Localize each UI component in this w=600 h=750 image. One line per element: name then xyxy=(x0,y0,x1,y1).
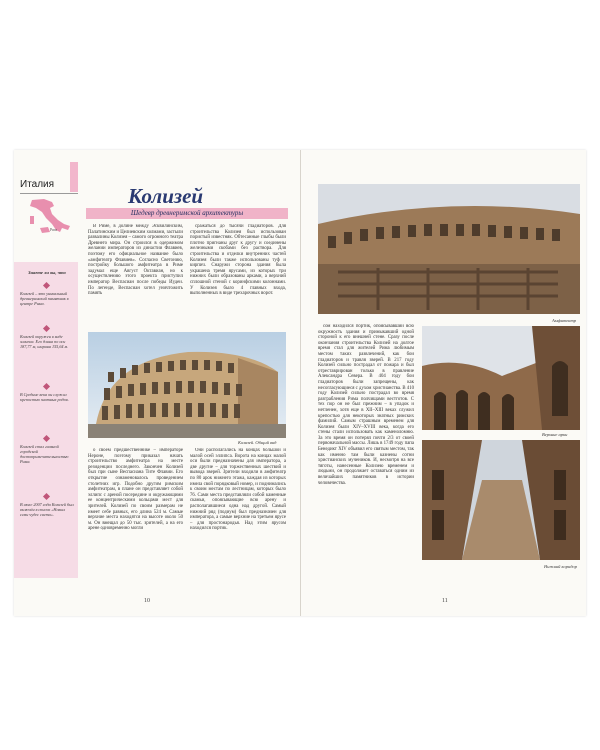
paragraph: о своем предшественнике – императоре Нероне, поэтому приказал начать строительство амфитеатра на месте резиденции последнего. Закончен Колизей был при сыне Веспасиана Тите Флавии. Его открытие ознаменовалось проведением столетних игр. Подобно другим римским амфитеатрам, в плане он представляет собой эллипс с ареной посередине и окружающими ее концентрическими кольцами мест для зрителей. Колизей по своим размерам не имеет себе равных, его длина 524 м. Самые верхние места находятся на высоте около 50 м. Он вмещал до 50 тыс. зрителей, а на его арене одновременно могли xyxy=(88,448,183,532)
facts-sidebar xyxy=(14,262,78,578)
page-number-right: 11 xyxy=(442,598,448,604)
page-gutter xyxy=(300,150,301,616)
photo-caption: Нижний коридор xyxy=(544,564,578,569)
page-number-left: 10 xyxy=(144,598,150,604)
paragraph: сом находился портик, опоясывавший всю окружность здания и примыкавший одной стороной к его внешней стене. Сразу после окончания строительства Колизей на долгое время стал для жителей Рима любимым местом таких развлечений, как бои гладиаторов и травля зверей. В 217 году Колизей сильно пострадал от пожара и был отреставрирован только в правление Александра Севера. В 404 году бои гладиаторов были запрещены, как несогласующиеся с духом христианства. В 410 году Колизей сильно пострадал во время разграбления Рима полчищами вестготов. С тех пор он не был прежним – в упадок и нетленен, хотя еще в XII–XIII веках служил крепостью для некоторых знатных римских фамилий. Самым страшным временем для Колизея были XIV–XVIII века, когда его стены стали использовать как каменоломню. За это время он потерял почти 2/3 от своей первоначальной массы. Лишь в 1749 году папа Бенедикт XIV объявил его святым местом, так как именно там были казнены сотни христианских мучеников. И, несмотря на все тяготы, нанесенные Колизею временем и людьми, он продолжает оставаться одним из величайших памятников в истории человечества. xyxy=(318,324,414,486)
facts-title: Знаете ли вы, что xyxy=(28,270,66,275)
photo-caption: Амфитеатр xyxy=(552,318,577,323)
fact-item: В Средние века он служил крепостью знатных родов. xyxy=(20,392,69,402)
fact-item: В июле 2007 года Колизей был включён в список «Новых семи чудес света». xyxy=(20,502,74,517)
chapter-title: Италия xyxy=(20,179,55,190)
photo-caption: Колизей. Общий вид xyxy=(238,440,277,445)
paragraph: Они располагались на концах большой и малой осей эллипса. Ворота на концах малой оси были предназначены для императора, а две другие – для торжественных шествий и вывода зверей. Зрители входили в амфитеатр по 80 арок нижнего этажа, каждая из которых имела свой порядковый номер, и поднимались к своим местам по лестницам, которых было 76. Сами места представляли собой каменные скамьи, опоясывающие всю арену и располагавшиеся одна над другой. Самый нижний ряд (подиум) был предназначен для императора, а самые верхние на третьем ярусе – для простонародья. Над этим ярусом находился портик. xyxy=(190,448,286,532)
article-subtitle: Шедевр древнеримской архитектуры xyxy=(130,209,244,217)
italy-map xyxy=(22,196,76,250)
fact-item: Колизей окружен в виде эллипса. Его длина по оси 187,77 м, ширина 155,64 м. xyxy=(20,334,69,349)
upper-arches-photo xyxy=(422,326,580,430)
photo-caption: Верхние арки xyxy=(542,432,568,437)
arena-photo xyxy=(318,184,580,314)
text-column-4 xyxy=(190,448,286,578)
sidebar-divider xyxy=(20,193,78,194)
lower-corridor-photo xyxy=(422,440,580,560)
paragraph: В Риме, в долине между Эсквилинским, Палатинским и Целиевским холмами, застыли развалины Колизея – самого огромного театра Древнего мира. Он строился в одержимом желании императоров из династии Флавиев, поэтому его официальное название было «амфитеатр Флавиев». Согласно Светонию, постройку большого амфитеатра в Риме задумал еще Август Октавиан, но к осуществлению этого проекта приступил император Веспасиан после победы Иудеи. По легенде, Веспасиан хотел уничтожить память xyxy=(88,224,183,297)
fact-item: Колизей – это уникальный древнеримский памятник в центре Рима. xyxy=(20,291,69,306)
text-column-3 xyxy=(88,448,183,578)
map-label: Рим xyxy=(50,227,57,232)
chapter-marker xyxy=(70,162,78,192)
colosseum-photo xyxy=(88,332,286,438)
text-column-right xyxy=(318,324,414,582)
article-title: Колизей xyxy=(128,184,204,208)
text-column-1 xyxy=(88,224,183,328)
paragraph: сражаться до тысячи гладиаторов. Для строительства Колизея был использован пористый известняк. Обтесанные глыбы были плотно пригнаны друг к другу и соединены железными скобами без раствора. Для строительства и отделки внутренних частей Колизея были также использованы туф и кирпич. Снаружи сторона здания была украшена тремя ярусами, из которых три нижних были образованы арками, а верхний сплошной стеной с коринфскими колоннами. У Колизея было 4 главных входа, выполненных в виде трехарочных ворот. xyxy=(190,224,286,297)
text-column-2 xyxy=(190,224,286,328)
fact-item: Колизей стал главной городской достопримечательностью Рима. xyxy=(20,444,69,464)
